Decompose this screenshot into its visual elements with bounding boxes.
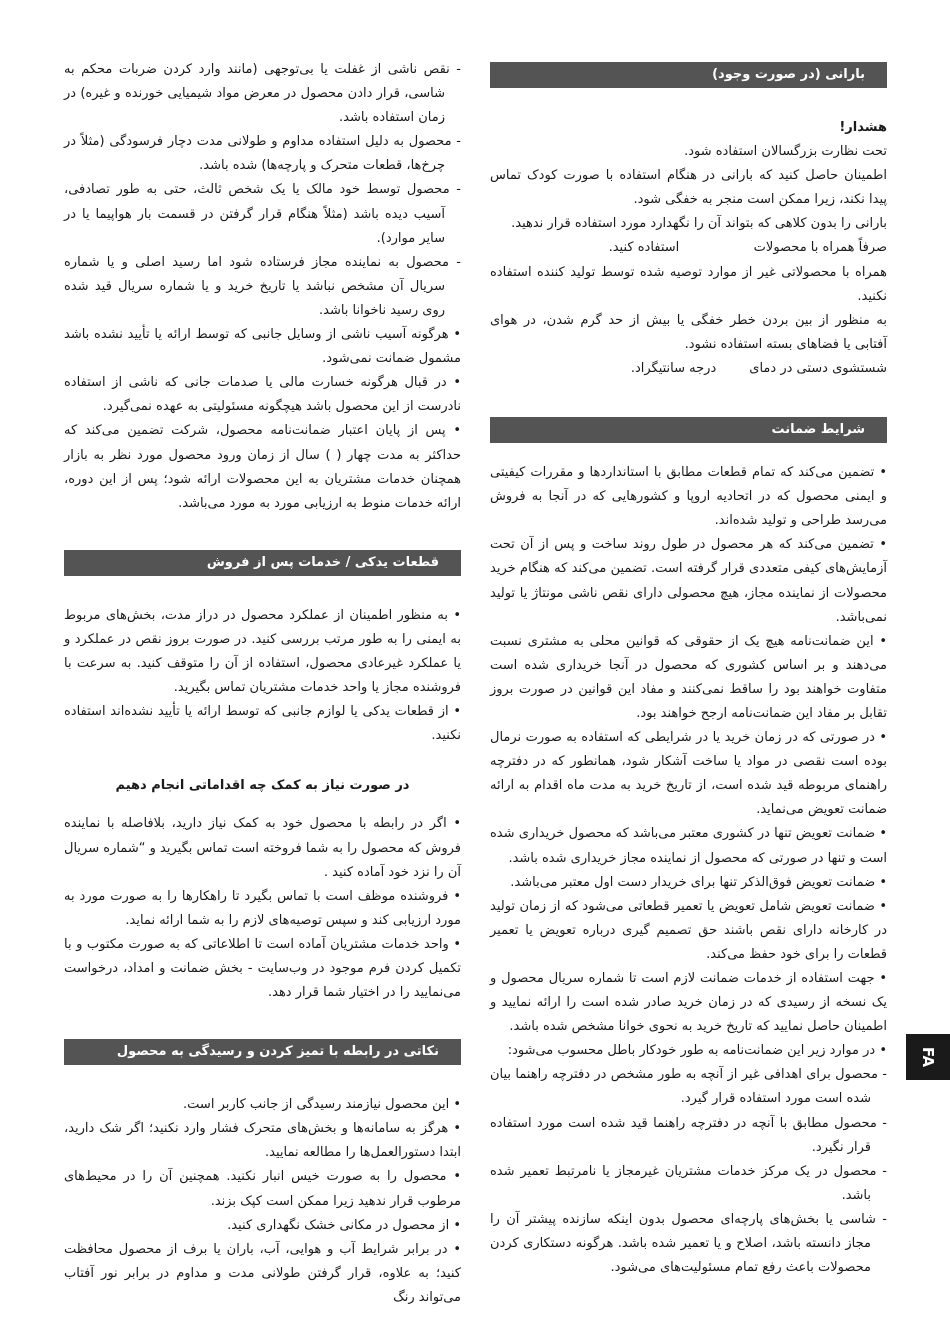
rain-cover-header: بارانی (در صورت وجود) [490,62,887,88]
warranty-header: شرایط ضمانت [490,417,887,443]
liability-paragraph: • در قبال هرگونه خسارت مالی یا صدمات جانی که ناشی از استفاده نادرست از این محصول باشد هیچگونه مسئولیتی به عهده نمی‌گیرد. [64,375,461,415]
warranty-paragraph: • ضمانت تعویض فوق‌الذکر تنها برای خریدار دست اول معتبر می‌باشد. [510,874,887,890]
left-column [64,58,461,1310]
language-tab-label: FA [918,1046,937,1068]
help-paragraph: • فروشنده موظف است با تماس بگیرد تا راهکارها را به صورت مورد به مورد ارزیابی کند و سپس توصیه‌های لازم را به شما ارائه نماید. [64,888,461,928]
spacer [490,443,887,461]
damage-item: - محصول به نماینده مجاز فرستاده شود اما رسید اصلی و یا شماره سریال آن مشخص نباشد یا تاریخ خرید و یا شماره سریال قید شده روی رسید ناخوانا باشد. [64,254,461,318]
spacer [490,381,887,411]
rain-paragraph: اطمینان حاصل کنید که بارانی در هنگام استفاده با صورت کودک تماس پیدا نکند، زیرا ممکن است منجر به خفگی شود. [490,168,887,208]
spare-parts-header: قطعات یدکی / خدمات پس از فروش [64,550,461,576]
liability-paragraph: • هرگونه آسیب ناشی از وسایل جانبی که توسط ارائه یا تأیید نشده باشد مشمول ضمانت نمی‌شود. [64,327,461,367]
void-item: - شاسی یا بخش‌های پارچه‌ای محصول بدون اینکه سازنده پیشتر آن را مجاز دانسته باشد، اصلاح و یا تعمیر شده باشد. هرگونه دستکاری کردن محصولات باعث رفع تمام مسئولیت‌های می‌شود. [490,1211,887,1276]
care-paragraph: • محصول را به صورت خیس انبار نکنید. همچنین آن را در محیط‌های مرطوب قرار ندهید زیرا ممکن است کپک بزند. [64,1169,461,1209]
warranty-paragraph: • این ضمانت‌نامه هیچ یک از حقوقی که قوانین محلی به مشتری نسبت می‌دهند و بر اساس کشوری که محصول در آنجا خریداری شده است متفاوت خواهند بود را ساقط نمی‌کنند و مفاد این قوانین در صورت بروز تقابل بر مفاد این ضمانت‌نامه ارجح خواهند بود. [490,633,887,721]
spacer [64,576,461,604]
care-paragraph: • هرگز به سامانه‌ها و بخش‌های متحرک فشار وارد نکنید؛ اگر شک دارید، ابتدا دستورالعمل‌ها را مطالعه نمایید. [64,1121,461,1161]
warranty-paragraph: • ضمانت تعویض تنها در کشوری معتبر می‌باشد که محصول خریداری شده است و تنها در صورتی که محصول از نماینده مجاز خریداری شده باشد. [490,826,887,866]
warranty-paragraph: • تضمین می‌کند که هر محصول در طول روند ساخت و پس از آن تحت آزمایش‌های کیفی متعددی قرار گرفته است. تضمین می‌کند که هنگام خرید محصولات از نماینده مجاز، هیچ محصولی دارای نقص ناشی مونتاژ یا تولید نمی‌باشد. [490,537,887,625]
help-paragraph: • اگر در رابطه با محصول خود به کمک نیاز دارید، بلافاصله با نماینده فروش که محصول را به شما فروخته است تماس بگیرید و “شماره سریال آن را نزد خود آماده کنید . [64,816,461,880]
rain-paragraph: شستشوی دستی در دمای درجه سانتیگراد. [630,360,887,376]
help-title: در صورت نیاز به کمک چه اقداماتی انجام دهیم [115,778,410,794]
rain-paragraph: بارانی را بدون کلاهی که بتواند آن را نگهدارد مورد استفاده قرار ندهید. [511,216,887,232]
spacer [64,516,461,544]
care-header: نکاتی در رابطه با تمیز کردن و رسیدگی به محصول [64,1039,461,1065]
rain-paragraph: تحت نظارت بزرگسالان استفاده شود. [684,144,887,160]
language-tab [906,1034,950,1080]
spare-parts-paragraph: • به منظور اطمینان از عملکرد محصول در دراز مدت، بخش‌های مربوط به ایمنی را به طور مرتب بررسی کنید. در صورت بروز نقص در عملکرد و یا عملکرد غیرعادی محصول، استفاده از آن را متوقف کنید. به سرعت با فروشنده مجاز یا واحد خدمات مشتریان تماس بگیرید. [64,607,461,696]
spacer [64,1065,461,1093]
damage-item: - محصول توسط خود مالک یا یک شخص ثالث، حتی به طور تصادفی، آسیب دیده باشد (مثلاً هنگام قرار گرفتن در قسمت بار هواپیما یا در سایر موارد). [64,182,461,246]
warranty-paragraph: • جهت استفاده از خدمات ضمانت لازم است تا شماره سریال محصول و یک نسخه از رسیدی که در زمان خرید صادر شده است را ارائه نمایید و اطمینان حاصل نمایید که تاریخ خرید به نحوی خوانا مشخص شده باشد. [490,971,887,1035]
warranty-paragraph: • ضمانت تعویض شامل تعویض یا تعمیر قطعاتی می‌شود که از زمان تولید در کارخانه دارای نقص باشند حق تصمیم گیری درباره تعویض یا تعمیر قطعات را برای خود حفظ می‌کند. [490,898,887,962]
warranty-paragraph: • در موارد زیر این ضمانت‌نامه به طور خودکار باطل محسوب می‌شود: [507,1043,887,1059]
void-item: - محصول در یک مرکز خدمات مشتریان غیرمجاز یا نامرتبط تعمیر شده باشد. [490,1163,887,1203]
spare-parts-paragraph: • از قطعات یدکی یا لوازم جانبی که توسط ارائه یا تأیید نشده‌اند استفاده نکنید. [64,704,461,744]
warranty-paragraph: • تضمین می‌کند که تمام قطعات مطابق با استانداردها و مقررات کیفیتی و ایمنی محصول که در اتحادیه اروپا و کشورهایی که در آنجا به فروش می‌رسد طراحی و تولید شده‌اند. [490,465,887,529]
spacer [490,88,887,116]
warning-title: هشدار! [839,120,887,135]
care-paragraph: • از محصول در مکانی خشک نگهداری کنید. [227,1217,461,1233]
right-column [490,58,887,1280]
rain-paragraph: صرفاً همراه با محصولات استفاده کنید. [608,240,887,256]
care-paragraph: • در برابر شرایط آب و هوایی، آب، باران یا برف از محصول محافظت کنید؛ به علاوه، قرار گرفتن طولانی مدت و مداوم در برابر نور آفتاب می‌تواند رنگ [64,1241,461,1305]
void-item: - محصول برای اهدافی غیر از آنچه به طور مشخص در دفترچه راهنما بیان شده است مورد استفاده قرار گیرد. [490,1067,887,1107]
help-paragraph: • واحد خدمات مشتریان آماده است تا اطلاعاتی که به صورت مکتوب و با تکمیل کردن فرم موجود در وب‌سایت - بخش ضمانت و امداد، درخواست می‌نمایید را در اختیار شما قرار دهد. [64,936,461,1001]
damage-item: - محصول به دلیل استفاده مداوم و طولانی مدت دچار فرسودگی (مثلاً در چرخ‌ها، قطعات متحرک و پارچه‌ها) شده باشد. [64,134,461,174]
spacer [64,1005,461,1033]
void-item: - محصول مطابق با آنچه در دفترچه راهنما قید شده است مورد استفاده قرار نگیرد. [490,1115,887,1155]
liability-paragraph: • پس از پایان اعتبار ضمانت‌نامه محصول، شرکت تضمین می‌کند که حداکثر به مدت چهار ( ) سال از زمان ورود محصول مورد نظر به بازار همچنان خدمات مشتریان به این محصولات ارائه شود؛ پس از این دوره، ارائه خدمات منوط به ارزیابی مورد به مورد می‌باشد. [64,423,461,511]
rain-paragraph: همراه با محصولاتی غیر از موارد توصیه شده توسط تولید کننده استفاده نکنید. [490,264,887,304]
damage-item: - نقص ناشی از غفلت یا بی‌توجهی (مانند وارد کردن ضربات محکم به شاسی، قرار دادن محصول در معرض مواد شیمیایی خورنده و غیره) در زمان استفاده باشد. [64,62,461,126]
warranty-paragraph: • در صورتی که در زمان خرید یا در شرایطی که استفاده به صورت نرمال بوده است نقصی در مواد یا ساخت آشکار شود، همانطور که در دفترچه راهنمای مربوطه قید شده است، از تاریخ خرید به مدت ماه اقدام به ارائه ضمانت تعویض می‌نماید. [490,730,887,818]
rain-paragraph: به منظور از بین بردن خطر خفگی یا بیش از حد گرم شدن، در هوای آفتابی یا فضاهای بسته استفاده نشود. [490,312,887,352]
care-paragraph: • این محصول نیازمند رسیدگی از جانب کاربر است. [183,1097,461,1113]
spacer [64,748,461,766]
